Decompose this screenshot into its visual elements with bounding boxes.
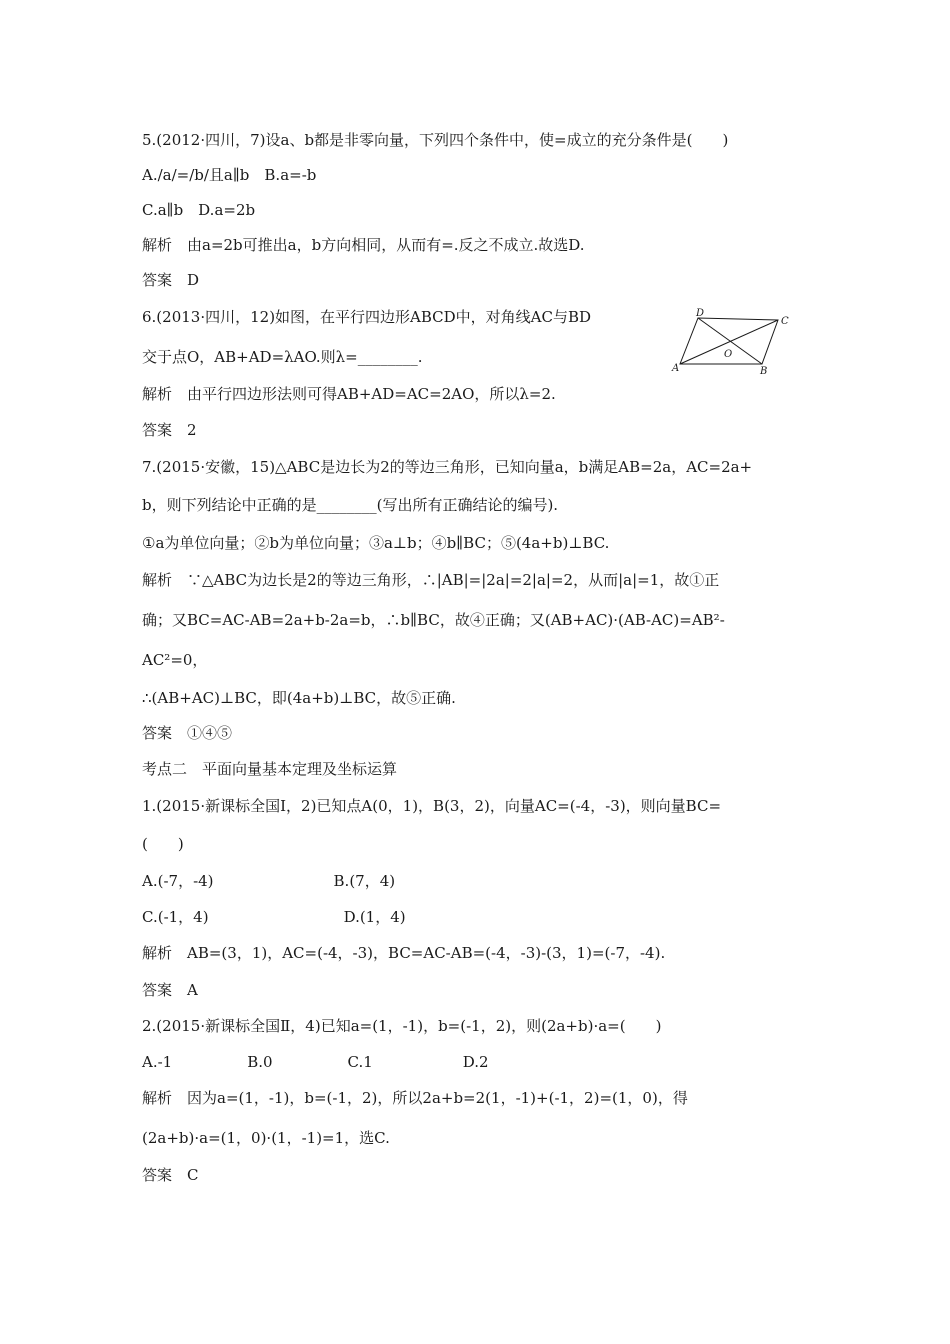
text-line: 答案 A (142, 981, 198, 999)
text-line: 6.(2013·四川，12)如图，在平行四边形ABCD中，对角线AC与BD (142, 308, 592, 326)
parallelogram-figure (672, 306, 798, 376)
text-line: 7.(2015·安徽，15)△ABC是边长为2的等边三角形，已知向量a，b满足AB=2a，AC=2a+ (142, 458, 753, 476)
text-line: ∴(AB+AC)⊥BC，即(4a+b)⊥BC，故⑤正确. (142, 689, 456, 707)
text-line: 考点二 平面向量基本定理及坐标运算 (142, 760, 398, 778)
text-line: b，则下列结论中正确的是________(写出所有正确结论的编号). (142, 496, 559, 514)
label-b: B (760, 366, 768, 377)
text-line: 5.(2012·四川，7)设a、b都是非零向量，下列四个条件中，使=成立的充分条件是( ) (142, 131, 729, 149)
parallelogram-diagram (672, 306, 798, 376)
text-line: 解析 因为a=(1，-1)，b=(-1，2)，所以2a+b=2(1，-1)+(-1，2)=(1，0)，得 (142, 1089, 688, 1107)
text-line: 解析 由平行四边形法则可得AB+AD=AC=2AO，所以λ=2. (142, 385, 556, 403)
text-line: 交于点O，AB+AD=λAO.则λ=________. (142, 348, 423, 366)
text-line: 答案 C (142, 1166, 199, 1184)
text-line: C.(-1，4) D.(1，4) (142, 908, 406, 926)
label-c: C (781, 316, 789, 327)
text-line: (2a+b)·a=(1，0)·(1，-1)=1，选C. (142, 1129, 390, 1147)
text-line: 答案 ①④⑤ (142, 724, 233, 742)
text-line: 2.(2015·新课标全国Ⅱ，4)已知a=(1，-1)，b=(-1，2)，则(2a+b)·a=( ) (142, 1017, 662, 1035)
label-a: A (672, 363, 680, 374)
text-line: A.(-7，-4) B.(7，4) (142, 872, 396, 890)
text-line: C.a∥b D.a=2b (142, 201, 256, 219)
text-line: AC²=0， (142, 651, 208, 669)
text-line: 确；又BC=AC-AB=2a+b-2a=b，∴b∥BC，故④正确；又(AB+AC)·(AB-AC)=AB²- (142, 611, 725, 629)
text-line: A./a/=/b/且a∥b B.a=-b (142, 166, 317, 184)
text-line: ( ) (142, 835, 184, 853)
text-line: ①a为单位向量；②b为单位向量；③a⊥b；④b∥BC；⑤(4a+b)⊥BC. (142, 534, 610, 552)
label-d: D (696, 308, 705, 319)
text-line: 解析 ∵△ABC为边长是2的等边三角形，∴|AB|=|2a|=2|a|=2，从而|a|=1，故①正 (142, 571, 720, 589)
text-line: 答案 D (142, 271, 200, 289)
label-o: O (724, 349, 733, 360)
text-line: 答案 2 (142, 421, 197, 439)
text-line: 解析 AB=(3，1)，AC=(-4，-3)，BC=AC-AB=(-4，-3)-(3，1)=(-7，-4). (142, 944, 666, 962)
text-line: 解析 由a=2b可推出a，b方向相同，从而有=.反之不成立.故选D. (142, 236, 585, 254)
text-line: A.-1 B.0 C.1 D.2 (142, 1053, 489, 1071)
text-line: 1.(2015·新课标全国Ⅰ，2)已知点A(0，1)，B(3，2)，向量AC=(-4，-3)，则向量BC= (142, 797, 722, 815)
